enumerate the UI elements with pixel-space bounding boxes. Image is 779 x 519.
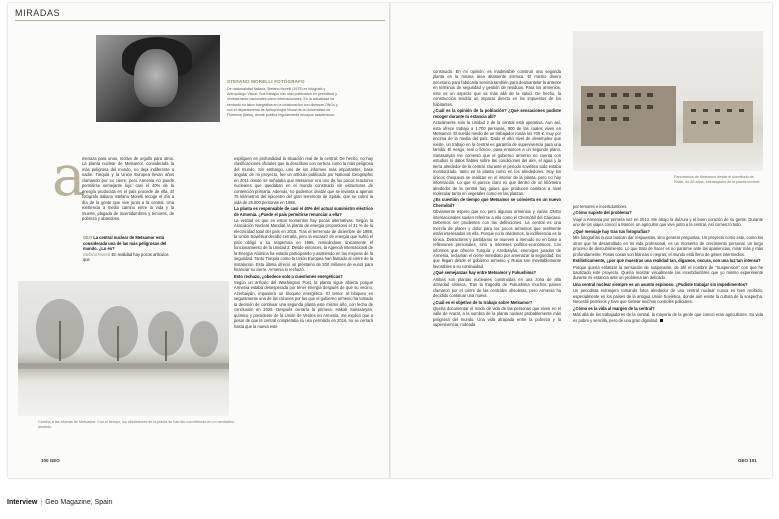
paragraph: Según un artículo del Washington Post, la planta sigue abierta porque Armenia estaba desesperada por tener energía después de que su vecino, Azerbaiyán, impusiera un bloqueo energético. El temor al bloqueo es seguramente una de las razones por las que el gobierno armenio ha tomado la decisión de continuar una segunda planta este mismo año, con fecha de conclusión en 2026. Después cerraría la primera. Hakob Sanasaryan, químico y presidente de la Unión de Verdes en Armenia, me explicó que a pesar de que la central completaba su uso permitido en 2016, no se cerrará hasta que la nueva esté: [234, 279, 373, 329]
building-window: [611, 93, 617, 97]
paragraph: Ambas son plantas nucleares construidas en una zona de alta actividad sísmica. Tras la tragedia de Fukushima muchos países clamaron por el cierre de las centrales obsoletas, pero Armenia ha decidido continuar una nueva.: [433, 276, 561, 299]
answer-start: En realidad hay pocos artículos que: [83, 251, 169, 263]
page-number-left: 100 GEO: [41, 458, 60, 463]
page-number-right: GEO 101: [738, 458, 757, 463]
credit-footer: [7, 499, 113, 506]
portrait-face: [134, 49, 178, 107]
building-window: [715, 121, 720, 124]
paragraph: explíquen en profundidad la situación real de la central. De hecho, no hay clasificaciones oficiales que la describan con certeza como la más peligrosa del mundo. Sin embargo, uno de los informes más importantes, base angular de mi proyecto, fue un artículo publicado por National Geographic en 2011 donde se señalaba que Metsamor era uno de los pocos reactores nucleares que quedaban en el mundo construido sin estructuras de contención primaria. Además, no podemos olvidar que se levanta a apenas 75 kilómetros del epicentro del gran terremoto de Spitak, que se cobró la vida de 25.000 personas en 1988.: [234, 156, 373, 205]
tree-trunk: [165, 331, 167, 361]
building-window: [703, 109, 708, 112]
paragraph: Un periodista extranjero tomando fotos alrededor de una central nuclear nunca es bien recibido, especialmente en los países de la antigua Unión Soviética, donde aún existe la cultura de la sospecha. Necesité permisos y tuve que sortear muchos controles policiales.: [573, 288, 763, 305]
footer-publication: Geo Magazine, Spain: [45, 499, 113, 506]
paragraph: Obviamente espero que no, pero algunos armenios y varias ONGs internacionales suelen referirse a ella como el Chernóbil del Cáucaso. Debemos ser prudentes con las definiciones. La central es una mezcla de placer y dolor para los pocos armenios que realmente están interesados en ella. Porque no lo olvidemos, la indiferencia es la tónica. Detractores y partidarios se mueven a menudo no en base a reflexiones personales, sino a intereses político-económicos. Los informes que ofrecen Turquía y Azerbaiyán, enemigos jurados de Armenia, reclaman el cierre inmediato por amenazar la seguridad, los que llegan desde el gobierno armenio y Rusia son inevitablemente favorables a su continuidad.: [433, 209, 561, 269]
question-heading: ¿Qué semejanzas hay entre Metsamor y Fukushima?: [433, 270, 537, 276]
question-heading: ¿Cuál es el objetivo de tu trabajo sobre Metsamor?: [433, 299, 533, 305]
article-column-2: [234, 156, 373, 330]
building-window: [611, 117, 617, 121]
question-heading: Estilísticamente, ¿por qué muestras una realidad tan, digamos, oscura, con una luz tan intensa?: [573, 258, 761, 264]
section-label: MIRADAS: [15, 8, 61, 18]
tree-trunk: [59, 321, 61, 361]
building-window: [611, 105, 617, 109]
photo-caption: Panorámica de Metsamor desde el dormitorio de Rasik, de 88 años, extrabajador de la planta nuclear.: [674, 175, 761, 184]
photo-caption: Camino a las afueras de Metsamor. Con el tiempo, los alrededores de la planta se han ido convirtiendo en un verdadero desierto.: [38, 420, 235, 429]
paragraph: La verdad es que en estos momentos hay pocas alternativas. Según la Asociación Nuclear Mundial, la planta de energía proporcionó el 31 % de la electricidad total del país en 2016. Tras el terremoto de diciembre de 1988, la Unión Soviética decidió cerrarla, pero la escasez de energía que sufrió el país obligó a su reapertura en 1995, reinicándose únicamente el funcionamiento de la Unidad 2. Desde entonces, la Agencia Internacional de la Energía Atómica ha estado participando y asistiendo en las mejoras de la seguridad. Tanto Turquía como la Unión Europea han llamado al cierre de la instalación. Esta última ofreció un préstamo de 200 millones de euros para financiar su cierre. Armenia lo rechazó.: [234, 217, 373, 273]
section-rule: [15, 20, 385, 21]
building-window: [587, 105, 593, 109]
building-window: [715, 109, 720, 112]
building-window: [599, 105, 605, 109]
paragraph: Mis fotografías nunca buscan dar respuestas, sino generar preguntas. Un proyecto como este, como los otros que he desarrollado en mi vida profesional, es un momento de crecimiento personal, un largo proceso de descubrimiento. Lo que trato de hacer es no pararme ante las apariencias, mirar más y más profundamente. Posas cosas son blancas o negras, el mundo está lleno de grises intermedios.: [573, 235, 763, 257]
question-heading: ¿Qué mensaje hay tras tus fotografías?: [573, 228, 650, 234]
building-window: [587, 93, 593, 97]
building-window: [635, 93, 641, 97]
building-window: [691, 109, 696, 112]
paragraph: menaza para unos, motivo de orgullo para otros. La planta nuclear de Metsamor, considerada la más peligrosa del mundo, no deja indiferente a nadie. Turquía y la Unión Europea llevan años clamando por su cierre, pero Armenia no puede permitirse semejante lujo: casi el 40% de la energía producida en el país procede de ella. El fotógrafo italiano Stefano Morelli recoge el día a día de la gente que vive junto a la central. Una existencia a medio camino entre la vida y la muerte, plagada de incertidumbres y temores, de pobreza y abandono.: [82, 156, 174, 221]
building-window: [647, 93, 653, 97]
building-window: [647, 105, 653, 109]
paragraph: Más allá de los trabajadores de la central, la mayoría de la gente que conoci eran agricultores. Su vida es pobre y sencilla, pero de una gran dignidad.: [573, 312, 763, 323]
building-window: [623, 105, 629, 109]
paragraph: por temores e incertidumbres.: [573, 204, 628, 209]
right-page: [391, 3, 772, 478]
footer-separator: |: [40, 499, 43, 506]
question-heading: ¿Cuál es la opinión de la población? ¿Qué sensaciones pudiste recoger durante tu estancia allí?: [433, 108, 561, 119]
question-heading: ¿Es cuestión de tiempo que Metsamor se convierta en un nuevo Chernóbil?: [433, 197, 561, 208]
drop-cap: a: [52, 144, 86, 209]
left-page: [8, 3, 389, 478]
question-heading: ¿Cómo supiste del problema?: [573, 210, 632, 216]
question-text: La central nuclear de Metsamor está considerada una de las más peligrosas del mundo. ¿Lo es?: [83, 235, 167, 252]
bio-text: De nacionalidad italiana, Stefano Morelli (1979) es fotógrafo y Antropólogo Visual. Sus trabajos han sido publicados en periódicos y revistas tanto nacionales como internacionales. En la actualidad ha centrado su labor fotográfica en la colaboración con diversas ONGs y con el departamento de Antropología Visual de la Universidad de Florencia (Italia), donde publica regularmente ensayos académicos.: [227, 87, 338, 118]
question-heading: La planta es responsable de casi el 40% del actual suministro eléctrico de Armenia. ¿Puede el país permitirse renunciar a ella?: [234, 206, 373, 217]
paragraph: Actualmente solo la Unidad 2 de la central está operativa. Aun así, esta ofrece trabajo a 1.700 personas, 900 de las cuales viven en Metsamor. El sueldo medio de un trabajador ronda los 700 €, muy por encima de la media del país. Dado el alto nivel de desempleo que existe, un trabajo en la central es garantía de supervivencia para una familia. El riesgo, real o ficticio, pasa entonces a un segundo plano. Sanasaryan me comentó que el gobierno armenio no cuenta con estudios ni datos fiables sobre las condiciones del aire, el agua y la tierra alrededor de la central. Durante el periodo soviético todo estaba monitorizado, tanto en la planta como en los alrededores. Hoy los únicos chequeos se realizan en el interior de la planta, pero no hay información. Lo que sí parece claro es que dentro de un kilómetro alrededor de la central hay gases que producen cambios a nivel molecular tanto en vegetales como en las plantas.: [433, 120, 561, 196]
building-window: [703, 121, 708, 124]
tree-trunk: [117, 326, 119, 361]
paragraph: Viajé a Armenia por primera vez en 2013. Me atrajo la dulzura y el buen corazón de su gente. Durante uno de los viajes conocí a Marcel, un agricultor que vive junto a la central. Así comenzó todo.: [573, 216, 763, 228]
paragraph: Porque quería enfatizar la sensación de suspensión, de ahí el nombre de "Suspension" con que he bautizado este proyecto. Quería mostrar visualmente las incertidumbres que yo mismo experimenté durante mi estancia ante un problema tan delicado.: [573, 264, 763, 281]
building-window: [587, 117, 593, 121]
building-window: [691, 121, 696, 124]
photo-horizon: [18, 363, 229, 369]
building-window: [623, 117, 629, 121]
building-window: [599, 93, 605, 97]
paragraph: Quería documentar el modo de vida de las personas que viven en el valle de Ararat, a la sombra de la planta nuclear probablemente más peligrosa del mundo. Una vida atrapada entre la pobreza y la supervivencia, rodeada: [433, 306, 561, 328]
end-of-article-mark: [660, 319, 663, 322]
building-window: [635, 105, 641, 109]
building-window: [727, 109, 732, 112]
bio-name: STEFANO MORELLI FOTÓGRAFO: [227, 79, 305, 84]
footer-label: Interview: [7, 499, 38, 506]
building-window: [739, 109, 744, 112]
question-heading: ¿Cómo es la vida al margen de la central?: [573, 305, 655, 311]
answer-byline: Stefano Morelli: [83, 251, 111, 257]
article-column-4: [573, 204, 763, 324]
first-question: [83, 235, 173, 263]
tree-crown: [190, 321, 218, 357]
photographer-portrait: [96, 35, 220, 122]
magazine-spread: [8, 3, 772, 478]
desert-road-photo: [18, 281, 229, 416]
building-window: [599, 117, 605, 121]
article-column-3: [433, 69, 561, 329]
geo-tag: GEO: [83, 235, 93, 240]
question-heading: Una central nuclear siempre es un asunto espinoso. ¿Pudiste trabajar sin impedimentos?: [573, 281, 748, 287]
question-heading: Esto rechazo, ¿obedece solo a cuestiones energéticas?: [234, 273, 343, 279]
building-window: [623, 93, 629, 97]
metsamor-panorama-photo: [573, 31, 763, 171]
paragraph: construida. En mi opinión, es inadmisible construir una segunda planta en la misma área altamente sísmica. El mismo dinero necesario para fabricarla serviría también para desmantelar la anterior en términos de seguridad y gestión de residuos. Para los armenios, este es un aspecto que va más allá de la salud. De hecho, la construcción tendría un impacto directo en los impuestos de los habitantes.: [433, 69, 561, 107]
article-column-1: [82, 156, 174, 222]
